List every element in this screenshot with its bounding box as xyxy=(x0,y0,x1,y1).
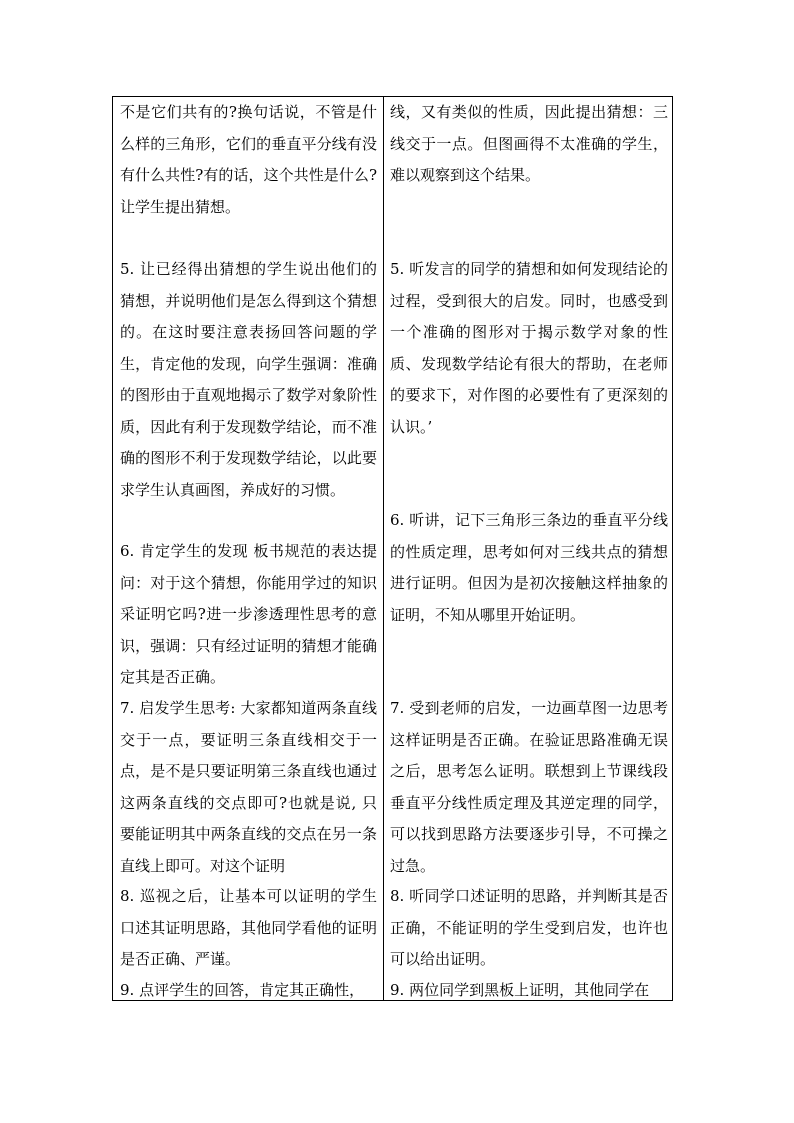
student-paragraph-conjecture: 线，又有类似的性质，因此提出猜想：三线交于一点。但图画得不太准确的学生，难以观察到这个结果。 xyxy=(390,103,668,184)
lesson-plan-table xyxy=(112,96,673,1001)
student-paragraph-step-9: 9. 两位同学到黑板上证明，其他同学在 xyxy=(390,981,650,999)
student-paragraph-step-7: 7. 受到老师的启发，一边画草图一边思考这样证明是否正确。在验证思路准确无误之后，思考怎么证明。联想到上节课线段垂直平分线性质定理及其逆定理的同学，可以找到思路方法要逐步引导，不可操之过急。 xyxy=(390,699,668,875)
student-paragraph-step-8: 8. 听同学口述证明的思路，并判断其是否正确，不能证明的学生受到启发，也许也可以给出证明。 xyxy=(390,887,668,968)
teacher-paragraph-step-5: 5. 让已经得出猜想的学生说出他们的猜想，并说明他们是怎么得到这个猜想的。在这时要注意表扬回答问题的学生，肯定他的发现，向学生强调：准确的图形由于直观地揭示了数学对象阶性质，因此有利于发现数学结论，而不准确的图形不利于发现数学结论，以此要求学生认真画图，养成好的习惯。 xyxy=(120,260,377,499)
student-paragraph-step-5: 5. 听发言的同学的猜想和如何发现结论的过程，受到很大的启发。同时，也感受到一个准确的图形对于揭示数学对象的性质、发现数学结论有很大的帮助，在老师的要求下，对作图的必要性有了更深刻的认识。’ xyxy=(390,260,668,436)
teacher-paragraph-step-9: 9. 点评学生的回答，肯定其正确性， xyxy=(120,981,365,999)
teacher-activity-column xyxy=(113,97,384,1000)
student-paragraph-step-6: 6. 听讲，记下三角形三条边的垂直平分线的性质定理，思考如何对三线共点的猜想进行证明。但因为是初次接触这样抽象的证明，不知从哪里开始证明。 xyxy=(390,511,668,624)
teacher-paragraph-step-7: 7. 启发学生思考: 大家都知道两条直线交于一点，要证明三条直线相交于一点，是不是只要证明第三条直线也通过这两条直线的交点即可?也就是说, 只要能证明其中两条直线的交点在另一条直线上即可。对这个证明 xyxy=(120,699,377,875)
teacher-paragraph-question: 不是它们共有的?换句话说，不管是什么样的三角形，它们的垂直平分线有没有什么共性?有的话，这个共性是什么?让学生提出猜想。 xyxy=(120,103,377,216)
teacher-paragraph-step-6: 6. 肯定学生的发现 板书规范的表达提问：对于这个猜想，你能用学过的知识采证明它吗?进一步渗透理性思考的意识，强调：只有经过证明的猜想才能确定其是否正确。 xyxy=(120,542,377,686)
teacher-paragraph-step-8: 8. 巡视之后，让基本可以证明的学生口述其证明思路，其他同学看他的证明是否正确、严谨。 xyxy=(120,887,377,968)
student-activity-column xyxy=(384,97,672,1000)
